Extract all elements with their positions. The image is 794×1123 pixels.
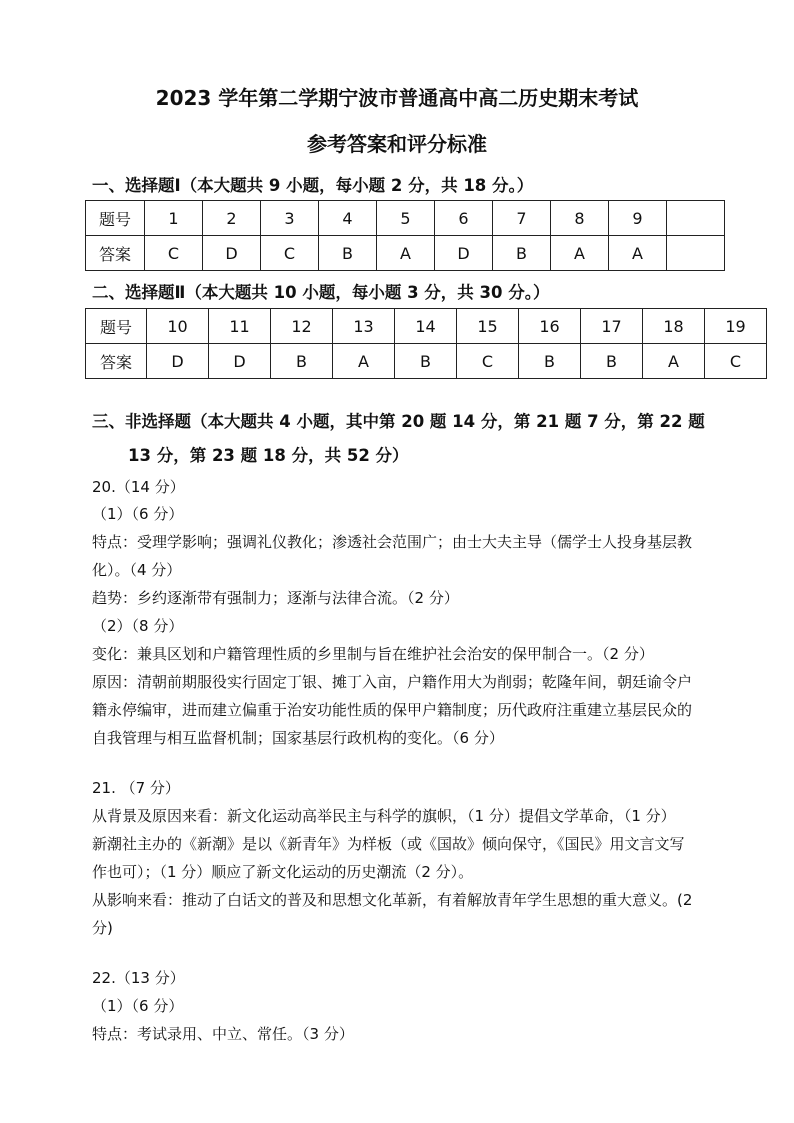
answer-cell: A [609,236,667,271]
table-row-numbers [86,201,725,236]
row-label: 答案 [86,236,145,271]
q22-header: 22.（13 分） [92,969,185,987]
answer-cell: C [261,236,319,271]
section2-heading: 二、选择题Ⅱ（本大题共 10 小题，每小题 3 分，共 30 分。） [92,283,550,302]
page-subtitle: 参考答案和评分标准 [307,132,487,156]
answer-cell: A [333,344,395,379]
answer-cell: B [519,344,581,379]
question-number [667,201,725,236]
table-row-answers [86,344,767,379]
q20-part2: （2）（8 分） [92,617,184,635]
answer-cell: A [551,236,609,271]
q20-reason-line1: 原因：清朝前期服役实行固定丁银、摊丁入亩，户籍作用大为削弱；乾隆年间，朝廷谕令户 [92,673,693,691]
q20-header: 20.（14 分） [92,478,185,496]
table-row-answers [86,236,725,271]
answer-cell: C [145,236,203,271]
q21-header: 21. （7 分） [92,779,180,797]
section3-heading-line1: 三、非选择题（本大题共 4 小题，其中第 20 题 14 分，第 21 题 7 分，第 22 题 [92,412,705,431]
answer-cell [667,236,725,271]
answer-table-1 [85,200,725,271]
question-number: 14 [395,309,457,344]
question-number: 11 [209,309,271,344]
q22-part1: （1）（6 分） [92,997,184,1015]
q20-reason-line2: 籍永停编审，进而建立偏重于治安功能性质的保甲户籍制度；历代政府注重建立基层民众的 [92,701,693,719]
question-number: 12 [271,309,333,344]
question-number: 19 [705,309,767,344]
q21-line3: 作也可）；（1 分）顺应了新文化运动的历史潮流（2 分）。 [92,863,474,881]
answer-cell: D [203,236,261,271]
question-number: 4 [319,201,377,236]
q21-line4: 从影响来看：推动了白话文的普及和思想文化革新，有着解放青年学生思想的重大意义。(2 [92,891,693,909]
section3-heading-line2: 13 分，第 23 题 18 分，共 52 分） [128,446,409,465]
question-number: 18 [643,309,705,344]
row-label: 答案 [86,344,147,379]
answer-cell: D [209,344,271,379]
question-number: 10 [147,309,209,344]
q20-features-line1: 特点：受理学影响；强调礼仪教化；渗透社会范围广；由士大夫主导（儒学士人投身基层教 [92,533,693,551]
answer-cell: B [271,344,333,379]
q20-reason-line3: 自我管理与相互监督机制；国家基层行政机构的变化。（6 分） [92,729,504,747]
row-label: 题号 [86,309,147,344]
answer-cell: C [457,344,519,379]
answer-cell: C [705,344,767,379]
answer-cell: A [643,344,705,379]
section1-heading: 一、选择题Ⅰ（本大题共 9 小题，每小题 2 分，共 18 分。） [92,176,534,195]
row-label: 题号 [86,201,145,236]
question-number: 17 [581,309,643,344]
answer-table-2 [85,308,767,379]
question-number: 2 [203,201,261,236]
question-number: 6 [435,201,493,236]
question-number: 8 [551,201,609,236]
question-number: 5 [377,201,435,236]
answer-cell: B [319,236,377,271]
question-number: 7 [493,201,551,236]
answer-cell: B [493,236,551,271]
q20-trend: 趋势：乡约逐渐带有强制力；逐渐与法律合流。（2 分） [92,589,459,607]
answer-cell: B [395,344,457,379]
q21-line1: 从背景及原因来看：新文化运动高举民主与科学的旗帜，（1 分）提倡文学革命，（1 分） [92,807,676,825]
answer-cell: D [435,236,493,271]
table-row-numbers [86,309,767,344]
question-number: 13 [333,309,395,344]
question-number: 1 [145,201,203,236]
q21-line2: 新潮社主办的《新潮》是以《新青年》为样板（或《国故》倾向保守，《国民》用文言文写 [92,835,685,853]
page-title: 2023 学年第二学期宁波市普通高中高二历史期末考试 [155,86,639,110]
answer-cell: A [377,236,435,271]
question-number: 15 [457,309,519,344]
q20-features-line2: 化）。（4 分） [92,561,182,579]
q20-part1: （1）（6 分） [92,505,184,523]
q20-change: 变化：兼具区划和户籍管理性质的乡里制与旨在维护社会治安的保甲制合一。（2 分） [92,645,654,663]
q22-features: 特点：考试录用、中立、常任。（3 分） [92,1025,354,1043]
q21-line5: 分) [92,919,113,937]
answer-cell: D [147,344,209,379]
question-number: 16 [519,309,581,344]
question-number: 3 [261,201,319,236]
answer-cell: B [581,344,643,379]
question-number: 9 [609,201,667,236]
